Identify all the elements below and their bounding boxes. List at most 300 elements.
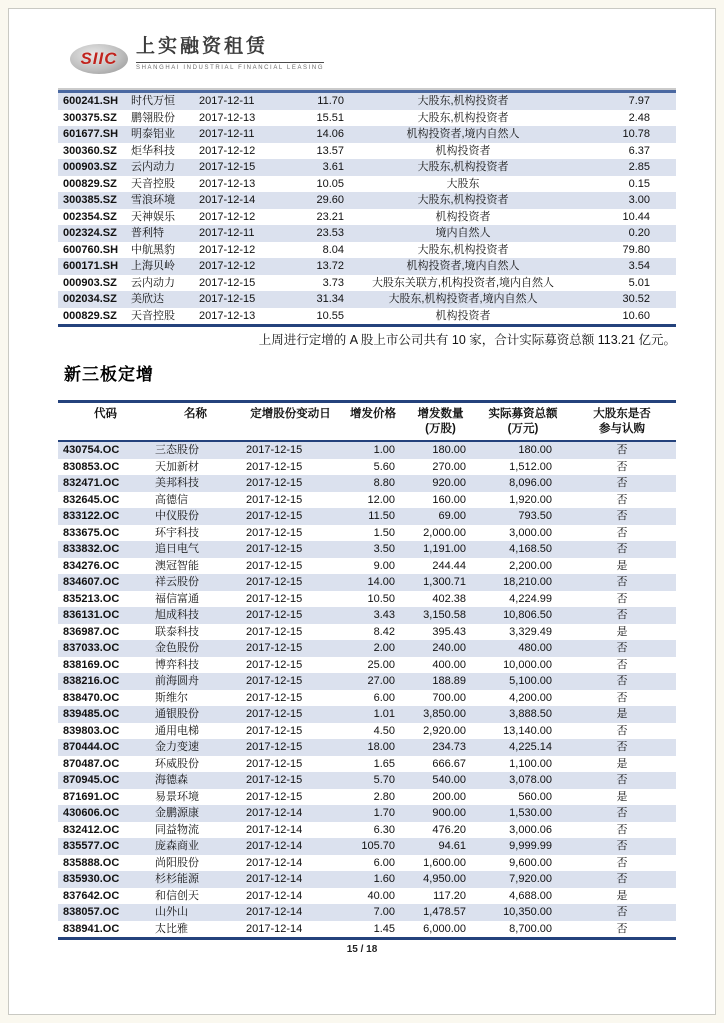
- qty-cell: 69.00: [403, 508, 478, 525]
- logo-wordmark: [136, 36, 324, 71]
- table-row: [58, 492, 676, 509]
- date-cell: 2017-12-12: [196, 258, 266, 275]
- amt-cell: 1,512.00: [509, 460, 552, 473]
- name2-cell: 环宇科技: [155, 526, 199, 539]
- amt-cell: 3,000.00: [509, 526, 552, 539]
- qty-cell: 6,000.00: [423, 922, 466, 935]
- table-row: [58, 624, 676, 641]
- code-cell: 300385.SZ: [58, 192, 128, 209]
- name-cell: 天神娱乐: [131, 210, 175, 223]
- num-cell: 8.04: [322, 243, 344, 256]
- qty-cell: 200.00: [432, 790, 466, 803]
- date2-cell: 2017-12-15: [246, 691, 303, 704]
- price-cell: 12.00: [367, 493, 395, 506]
- num-cell: 3.73: [322, 276, 344, 289]
- num2-cell: 2.85: [578, 159, 662, 176]
- name2-cell: 旭成科技: [153, 607, 238, 624]
- date2-cell: 2017-12-15: [238, 574, 343, 591]
- inv-cell: 大股东,机构投资者: [348, 159, 578, 176]
- pad-cell: [662, 110, 676, 127]
- code-cell: 838470.OC: [63, 691, 120, 704]
- num-cell: 10.55: [316, 309, 344, 322]
- column-header: 增发数量 (万股): [403, 402, 478, 442]
- column-header: 定增股份变动日: [238, 402, 343, 442]
- name2-cell: 尚阳股份: [155, 856, 199, 869]
- pad-cell: [662, 126, 676, 143]
- price-cell: 6.00: [373, 691, 395, 704]
- yn-cell: 否: [568, 640, 676, 657]
- qty-cell: 476.20: [432, 823, 466, 836]
- qty-cell: 700.00: [432, 691, 466, 704]
- name2-cell: 易景环境: [155, 790, 199, 803]
- table-row: [58, 92, 676, 110]
- name-cell: 中航黑豹: [131, 243, 175, 256]
- num-cell: 15.51: [316, 111, 344, 124]
- name2-cell: 金色股份: [153, 640, 238, 657]
- code-cell: 833832.OC: [58, 541, 153, 558]
- pad-cell: [662, 192, 676, 209]
- qty-cell: 920.00: [403, 475, 478, 492]
- name-cell: 炬华科技: [131, 144, 175, 157]
- pad-cell: [662, 143, 676, 160]
- yn-cell: 是: [616, 625, 628, 638]
- date2-cell: 2017-12-15: [238, 607, 343, 624]
- name2-cell: 通银股份: [153, 706, 238, 723]
- name-cell: 普利特: [128, 225, 196, 242]
- date2-cell: 2017-12-14: [238, 805, 343, 822]
- page-number: 15 / 18: [346, 944, 378, 955]
- table-row: [58, 242, 676, 259]
- code-cell: 002354.SZ: [63, 210, 117, 223]
- num2-cell: 3.00: [578, 192, 662, 209]
- amt-cell: 8,700.00: [509, 922, 552, 935]
- yn-cell: 否: [616, 526, 628, 539]
- code-cell: 832412.OC: [63, 823, 120, 836]
- table-row: [58, 657, 676, 674]
- qty-cell: 3,150.58: [403, 607, 478, 624]
- table-row: [58, 459, 676, 476]
- yn-cell: 是: [616, 889, 628, 902]
- yn-cell: 否: [568, 871, 676, 888]
- num-cell: 14.06: [266, 126, 348, 143]
- table-row: [58, 126, 676, 143]
- qty-cell: 160.00: [432, 493, 466, 506]
- name-cell: 雪浪环境: [128, 192, 196, 209]
- yn-cell: 否: [568, 805, 676, 822]
- qty-cell: 117.20: [433, 889, 466, 902]
- date2-cell: 2017-12-15: [246, 757, 303, 770]
- table-row: [58, 192, 676, 209]
- code-cell: 836987.OC: [63, 625, 120, 638]
- table-row: [58, 159, 676, 176]
- table-row: [58, 143, 676, 160]
- price-cell: 14.00: [343, 574, 403, 591]
- table-row: [58, 921, 676, 939]
- price-cell: 6.30: [373, 823, 395, 836]
- name2-cell: 美邦科技: [153, 475, 238, 492]
- inv-cell: 境内自然人: [348, 225, 578, 242]
- yn-cell: 否: [568, 441, 676, 459]
- price-cell: 1.50: [373, 526, 395, 539]
- num2-cell: 0.15: [628, 177, 650, 190]
- date2-cell: 2017-12-14: [246, 922, 303, 935]
- num-cell: 31.34: [266, 291, 348, 308]
- date-cell: 2017-12-13: [199, 111, 256, 124]
- price-cell: 1.65: [373, 757, 395, 770]
- pad-cell: [662, 242, 676, 259]
- table-row: [58, 475, 676, 492]
- yn-cell: 否: [616, 856, 628, 869]
- yn-cell: 是: [568, 706, 676, 723]
- amt-cell: 10,000.00: [503, 658, 552, 671]
- code-cell: 835577.OC: [58, 838, 153, 855]
- code-cell: 870945.OC: [58, 772, 153, 789]
- price-cell: 5.70: [343, 772, 403, 789]
- qty-cell: 244.44: [432, 559, 466, 572]
- amt-cell: 180.00: [478, 441, 568, 459]
- table-row: [58, 855, 676, 872]
- yn-cell: 否: [616, 823, 628, 836]
- name2-cell: 海德森: [153, 772, 238, 789]
- qty-cell: 3,850.00: [403, 706, 478, 723]
- siic-logo-text: SIIC: [80, 49, 118, 68]
- column-header: 实际募资总额 (万元): [478, 402, 568, 442]
- column-header: 增发价格: [343, 402, 403, 442]
- date-cell: 2017-12-13: [199, 309, 256, 322]
- table-row: [58, 291, 676, 308]
- amt-cell: 4,200.00: [509, 691, 552, 704]
- date2-cell: 2017-12-14: [238, 838, 343, 855]
- qty-cell: 540.00: [403, 772, 478, 789]
- code-cell: 430606.OC: [58, 805, 153, 822]
- num-cell: 23.53: [266, 225, 348, 242]
- num2-cell: 5.01: [628, 276, 650, 289]
- date-cell: 2017-12-11: [196, 225, 266, 242]
- yn-cell: 是: [616, 757, 628, 770]
- num2-cell: 2.48: [628, 111, 650, 124]
- date-cell: 2017-12-14: [196, 192, 266, 209]
- price-cell: 3.43: [343, 607, 403, 624]
- price-cell: 105.70: [343, 838, 403, 855]
- table-row: [58, 888, 676, 905]
- qty-cell: 4,950.00: [403, 871, 478, 888]
- date2-cell: 2017-12-15: [246, 493, 303, 506]
- num2-cell: 10.44: [622, 210, 650, 223]
- name2-cell: 中仪股份: [153, 508, 238, 525]
- amt-cell: 8,096.00: [478, 475, 568, 492]
- price-cell: 8.80: [343, 475, 403, 492]
- yn-cell: 否: [568, 541, 676, 558]
- name2-cell: 斯维尔: [155, 691, 188, 704]
- date2-cell: 2017-12-15: [246, 592, 303, 605]
- name-cell: 美欣达: [128, 291, 196, 308]
- table-row: [58, 690, 676, 707]
- yn-cell: 否: [568, 772, 676, 789]
- num2-cell: 6.37: [628, 144, 650, 157]
- num-cell: 13.72: [266, 258, 348, 275]
- date2-cell: 2017-12-15: [238, 739, 343, 756]
- a-share-summary-text: 上周进行定增的 A 股上市公司共有 10 家，合计实际募资总额 113.21 亿元。: [258, 333, 676, 347]
- inv-cell: 机构投资者,境内自然人: [348, 258, 578, 275]
- pad-cell: [662, 258, 676, 275]
- table-row: [58, 706, 676, 723]
- yn-cell: 否: [616, 724, 628, 737]
- amt-cell: 1,530.00: [478, 805, 568, 822]
- table-row: [58, 822, 676, 839]
- price-cell: 18.00: [343, 739, 403, 756]
- name2-cell: 太比雅: [155, 922, 188, 935]
- name-cell: 鹏翎股份: [131, 111, 175, 124]
- code-cell: 837033.OC: [58, 640, 153, 657]
- date2-cell: 2017-12-15: [238, 441, 343, 459]
- code-cell: 000903.SZ: [63, 276, 117, 289]
- date2-cell: 2017-12-15: [246, 790, 303, 803]
- code-cell: 601677.SH: [58, 126, 128, 143]
- date2-cell: 2017-12-15: [238, 706, 343, 723]
- qty-cell: 1,600.00: [423, 856, 466, 869]
- price-cell: 3.50: [343, 541, 403, 558]
- name-cell: 天音控股: [131, 177, 175, 190]
- code-cell: 300360.SZ: [63, 144, 117, 157]
- qty-cell: 1,300.71: [403, 574, 478, 591]
- date2-cell: 2017-12-15: [238, 541, 343, 558]
- price-cell: 1.45: [373, 922, 395, 935]
- yn-cell: 否: [616, 922, 628, 935]
- code-cell: 833675.OC: [63, 526, 120, 539]
- table-row: [58, 789, 676, 806]
- price-cell: 25.00: [367, 658, 395, 671]
- table-row: [58, 574, 676, 591]
- date2-cell: 2017-12-15: [246, 559, 303, 572]
- name2-cell: 澳冠智能: [155, 559, 199, 572]
- yn-cell: 否: [568, 904, 676, 921]
- table-row: [58, 541, 676, 558]
- inv-cell: 大股东: [446, 177, 480, 190]
- yn-cell: 否: [568, 508, 676, 525]
- amt-cell: 9,999.99: [478, 838, 568, 855]
- table-row: [58, 275, 676, 292]
- amt-cell: 7,920.00: [478, 871, 568, 888]
- table-row: [58, 871, 676, 888]
- logo-subtitle: SHANGHAI INDUSTRIAL FINANCIAL LEASING: [136, 64, 325, 71]
- name2-cell: 和信创天: [155, 889, 199, 902]
- table-row: [58, 558, 676, 575]
- inv-cell: 机构投资者: [435, 144, 491, 157]
- yn-cell: 否: [568, 673, 676, 690]
- name-cell: 时代万恒: [128, 92, 196, 110]
- code-cell: 833122.OC: [58, 508, 153, 525]
- name2-cell: 福信富通: [155, 592, 199, 605]
- code-cell: 832471.OC: [58, 475, 153, 492]
- code-cell: 830853.OC: [63, 460, 120, 473]
- num2-cell: 0.20: [578, 225, 662, 242]
- inv-cell: 大股东,机构投资者: [417, 243, 509, 256]
- price-cell: 9.00: [373, 559, 395, 572]
- inv-cell: 大股东,机构投资者,境内自然人: [348, 291, 578, 308]
- date-cell: 2017-12-12: [199, 210, 256, 223]
- code-cell: 834276.OC: [63, 559, 120, 572]
- yn-cell: 否: [568, 574, 676, 591]
- date2-cell: 2017-12-15: [246, 625, 303, 638]
- code-cell: 839485.OC: [58, 706, 153, 723]
- yn-cell: 否: [568, 607, 676, 624]
- pad-cell: [662, 225, 676, 242]
- table-row: [58, 308, 676, 326]
- num2-cell: 10.60: [622, 309, 650, 322]
- amt-cell: 3,078.00: [478, 772, 568, 789]
- section-title-neeq: 新三板定增: [64, 365, 154, 384]
- table-row: [58, 591, 676, 608]
- date-cell: 2017-12-15: [199, 276, 256, 289]
- table-row: [58, 258, 676, 275]
- num2-cell: 30.52: [578, 291, 662, 308]
- price-cell: 27.00: [343, 673, 403, 690]
- date-cell: 2017-12-12: [199, 243, 256, 256]
- num-cell: 10.05: [316, 177, 344, 190]
- amt-cell: 3,329.49: [509, 625, 552, 638]
- code-cell: 835930.OC: [58, 871, 153, 888]
- table-row: [58, 176, 676, 193]
- amt-cell: 2,200.00: [509, 559, 552, 572]
- code-cell: 002324.SZ: [58, 225, 128, 242]
- table-row: [58, 805, 676, 822]
- qty-cell: 402.38: [432, 592, 466, 605]
- qty-cell: 400.00: [432, 658, 466, 671]
- inv-cell: 机构投资者,境内自然人: [348, 126, 578, 143]
- amt-cell: 10,806.50: [478, 607, 568, 624]
- amt-cell: 10,350.00: [478, 904, 568, 921]
- date2-cell: 2017-12-14: [246, 889, 303, 902]
- inv-cell: 大股东关联方,机构投资者,境内自然人: [371, 276, 555, 289]
- code-cell: 000903.SZ: [58, 159, 128, 176]
- date2-cell: 2017-12-15: [246, 658, 303, 671]
- name2-cell: 山外山: [153, 904, 238, 921]
- table-row: [58, 673, 676, 690]
- date2-cell: 2017-12-14: [246, 823, 303, 836]
- pad-cell: [662, 275, 676, 292]
- yn-cell: 否: [568, 475, 676, 492]
- amt-cell: 4,168.50: [478, 541, 568, 558]
- yn-cell: 是: [616, 790, 628, 803]
- name-cell: 上海贝岭: [128, 258, 196, 275]
- a-share-table: [58, 90, 676, 327]
- name2-cell: 环威股份: [155, 757, 199, 770]
- code-cell: 871691.OC: [63, 790, 120, 803]
- amt-cell: 4,225.14: [478, 739, 568, 756]
- table-row: [58, 441, 676, 459]
- inv-cell: 机构投资者: [435, 210, 491, 223]
- num2-cell: 7.97: [578, 92, 662, 110]
- table-row: [58, 640, 676, 657]
- amt-cell: 1,920.00: [509, 493, 552, 506]
- amt-cell: 3,888.50: [478, 706, 568, 723]
- table-row: [58, 525, 676, 542]
- date2-cell: 2017-12-14: [238, 904, 343, 921]
- yn-cell: 否: [568, 739, 676, 756]
- name2-cell: 追日电气: [153, 541, 238, 558]
- amt-cell: 4,224.99: [509, 592, 552, 605]
- inv-cell: 大股东,机构投资者: [417, 111, 509, 124]
- qty-cell: 240.00: [403, 640, 478, 657]
- pad-cell: [662, 209, 676, 226]
- price-cell: 1.60: [343, 871, 403, 888]
- pad-cell: [662, 176, 676, 193]
- name2-cell: 高德信: [155, 493, 188, 506]
- date2-cell: 2017-12-15: [238, 508, 343, 525]
- pad-cell: [662, 159, 676, 176]
- num-cell: 13.57: [316, 144, 344, 157]
- code-cell: 838216.OC: [58, 673, 153, 690]
- table-row: [58, 739, 676, 756]
- pad-cell: [662, 92, 676, 110]
- name2-cell: 杉杉能源: [153, 871, 238, 888]
- date2-cell: 2017-12-15: [238, 475, 343, 492]
- name2-cell: 同益物流: [155, 823, 199, 836]
- yn-cell: 否: [568, 838, 676, 855]
- qty-cell: 2,000.00: [423, 526, 466, 539]
- date-cell: 2017-12-11: [196, 92, 266, 110]
- num-cell: 23.21: [316, 210, 344, 223]
- amt-cell: 560.00: [518, 790, 552, 803]
- num2-cell: 10.78: [578, 126, 662, 143]
- code-cell: 837642.OC: [63, 889, 120, 902]
- amt-cell: 18,210.00: [478, 574, 568, 591]
- code-cell: 870487.OC: [63, 757, 120, 770]
- a-share-placement-table: [58, 88, 676, 327]
- price-cell: 6.00: [373, 856, 395, 869]
- table-row: [58, 110, 676, 127]
- name2-cell: 庞森商业: [153, 838, 238, 855]
- amt-cell: 13,140.00: [503, 724, 552, 737]
- name2-cell: 通用电梯: [155, 724, 199, 737]
- inv-cell: 机构投资者: [435, 309, 491, 322]
- pad-cell: [662, 308, 676, 326]
- code-cell: 835888.OC: [63, 856, 120, 869]
- qty-cell: 666.67: [432, 757, 466, 770]
- price-cell: 1.00: [343, 441, 403, 459]
- siic-logo-icon: [70, 44, 128, 74]
- qty-cell: 395.43: [432, 625, 466, 638]
- name2-cell: 三态股份: [153, 441, 238, 459]
- price-cell: 7.00: [343, 904, 403, 921]
- table-row: [58, 508, 676, 525]
- date2-cell: 2017-12-15: [246, 526, 303, 539]
- amt-cell: 9,600.00: [509, 856, 552, 869]
- amt-cell: 4,688.00: [509, 889, 552, 902]
- date-cell: 2017-12-12: [199, 144, 256, 157]
- num-cell: 3.61: [266, 159, 348, 176]
- amt-cell: 3,000.06: [509, 823, 552, 836]
- price-cell: 5.60: [373, 460, 395, 473]
- qty-cell: 234.73: [403, 739, 478, 756]
- table-row: [58, 607, 676, 624]
- date-cell: 2017-12-13: [199, 177, 256, 190]
- qty-cell: 180.00: [403, 441, 478, 459]
- column-header: 大股东是否 参与认购: [568, 402, 676, 442]
- yn-cell: 否: [616, 460, 628, 473]
- num2-cell: 79.80: [622, 243, 650, 256]
- price-cell: 2.80: [373, 790, 395, 803]
- price-cell: 4.50: [373, 724, 395, 737]
- code-cell: 002034.SZ: [58, 291, 128, 308]
- code-cell: 430754.OC: [58, 441, 153, 459]
- price-cell: 10.50: [367, 592, 395, 605]
- table-row: [58, 723, 676, 740]
- yn-cell: 否: [616, 592, 628, 605]
- name-cell: 云内动力: [128, 159, 196, 176]
- date2-cell: 2017-12-15: [246, 724, 303, 737]
- date2-cell: 2017-12-15: [246, 460, 303, 473]
